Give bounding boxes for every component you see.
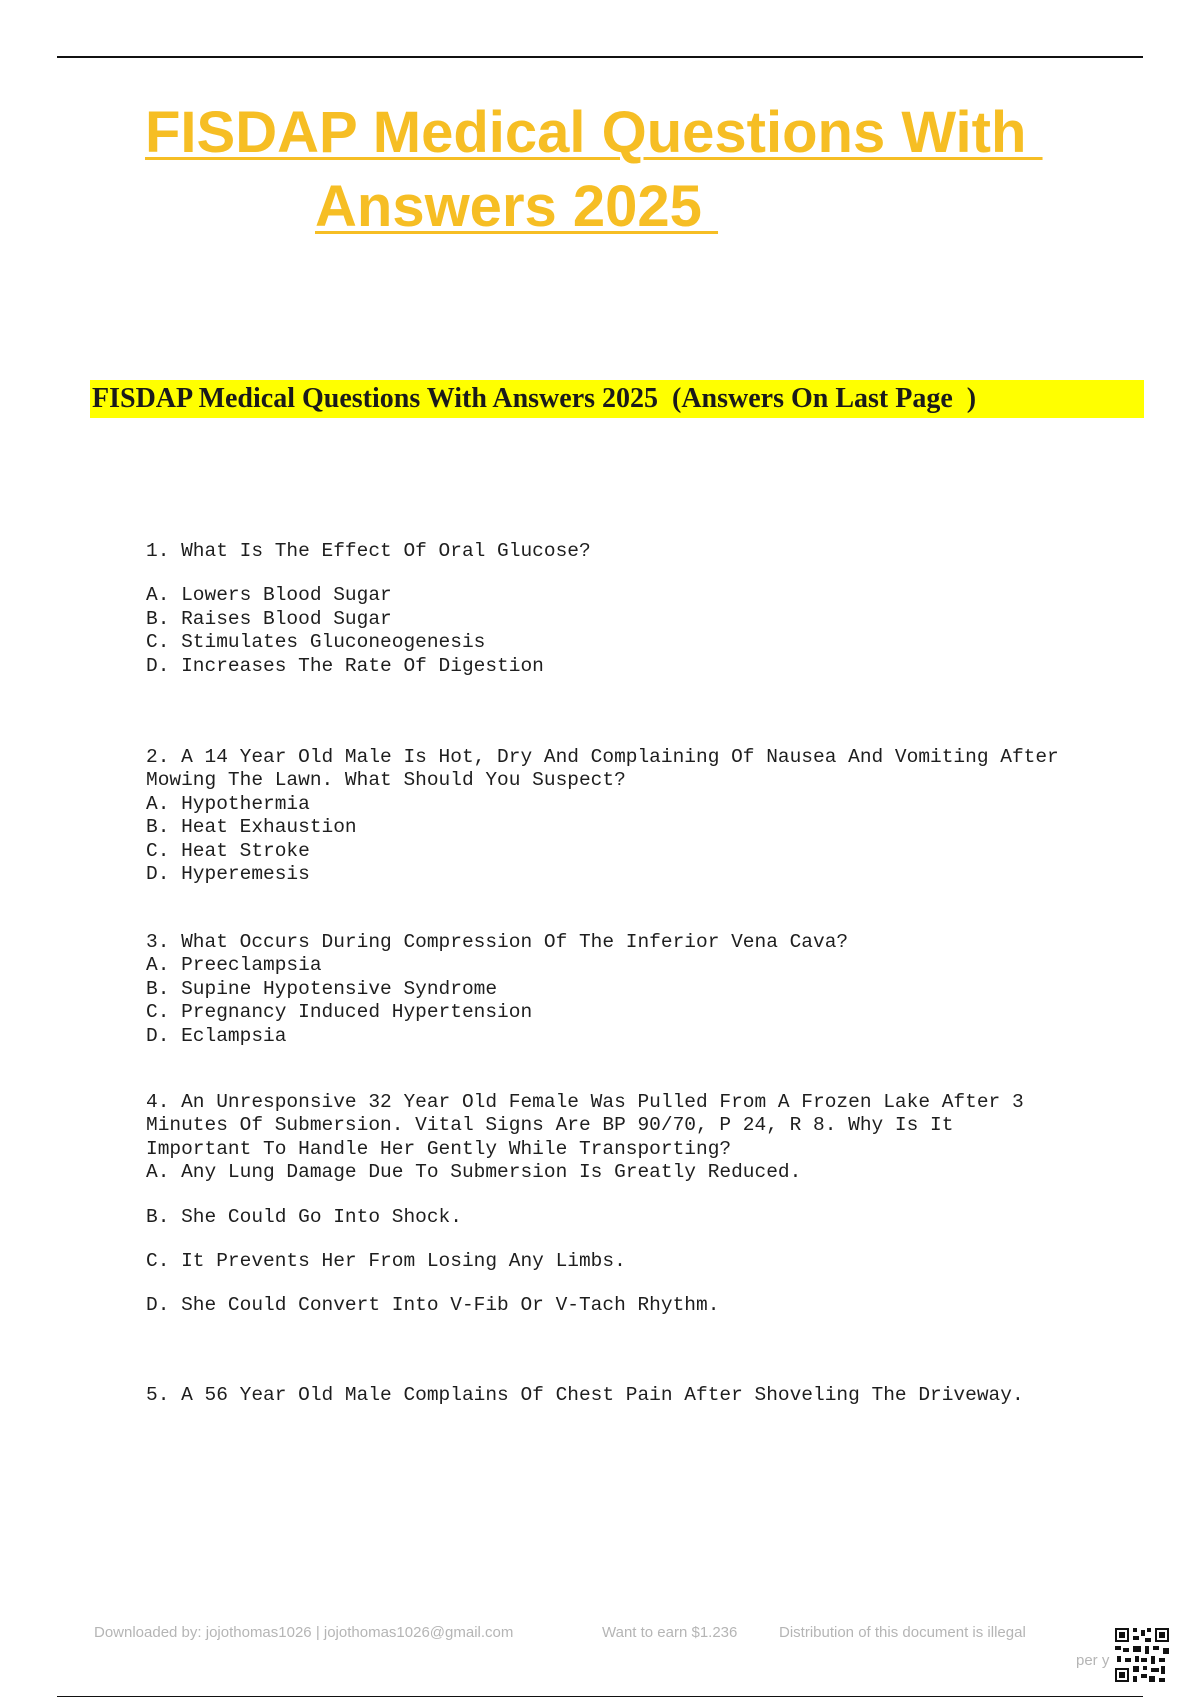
question-stem: Minutes Of Submersion. Vital Signs Are BP 90/70, P 24, R 8. Why Is It [146,1114,954,1137]
title-line-2: Answers 2025 [315,174,719,239]
banner-text: FISDAP Medical Questions With Answers 2025 (Answers On Last Page ) [92,383,977,414]
question-stem: 4. An Unresponsive 32 Year Old Female Was Pulled From A Frozen Lake After 3 [146,1091,1024,1113]
option-c: C. It Prevents Her From Losing Any Limbs. [146,1250,626,1273]
question-1 [146,540,591,678]
question-stem: 5. A 56 Year Old Male Complains Of Chest Pain After Shoveling The Driveway. [146,1384,1024,1406]
question-4 [146,1091,1024,1318]
question-stem: 1. What Is The Effect Of Oral Glucose? [146,540,591,562]
option-b: B. Supine Hypotensive Syndrome [146,977,498,1000]
option-d: D. Increases The Rate Of Digestion [146,654,544,677]
option-d: D. Eclampsia [146,1024,287,1047]
option-b: B. Heat Exhaustion [146,816,357,839]
option-c: C. Heat Stroke [146,839,310,862]
footer-per-text: per y [1076,1652,1110,1669]
question-2 [146,746,1059,886]
option-d: D. She Could Convert Into V-Fib Or V-Tach Rhythm. [146,1294,720,1317]
footer-distribution-notice: Distribution of this document is illegal [779,1624,1026,1641]
option-c: C. Stimulates Gluconeogenesis [146,631,486,654]
question-stem: 3. What Occurs During Compression Of The Inferior Vena Cava? [146,931,849,953]
option-a: A. Hypothermia [146,792,310,815]
question-stem: Mowing The Lawn. What Should You Suspect? [146,769,626,792]
question-stem: Important To Handle Her Gently While Transporting? [146,1137,732,1160]
top-rule [57,56,1143,58]
option-a: A. Lowers Blood Sugar [146,584,392,607]
option-b: B. She Could Go Into Shock. [146,1205,462,1228]
option-a: A. Preeclampsia [146,954,322,977]
option-c: C. Pregnancy Induced Hypertension [146,1001,533,1024]
footer-downloaded-by: Downloaded by: jojothomas1026 | jojothomas1026@gmail.com [94,1624,514,1641]
option-b: B. Raises Blood Sugar [146,607,392,630]
bottom-rule [57,1696,1143,1697]
question-3 [146,931,848,1048]
title-line-1: FISDAP Medical Questions With [145,100,1043,165]
option-a: A. Any Lung Damage Due To Submersion Is Greatly Reduced. [146,1161,802,1184]
question-stem: 2. A 14 Year Old Male Is Hot, Dry And Complaining Of Nausea And Vomiting After [146,746,1059,768]
footer-earn-link[interactable]: Want to earn $1.236 [602,1624,738,1641]
highlight-banner [90,380,1144,418]
question-5 [146,1384,1024,1407]
qr-code-icon[interactable] [1115,1628,1169,1682]
option-d: D. Hyperemesis [146,863,310,886]
